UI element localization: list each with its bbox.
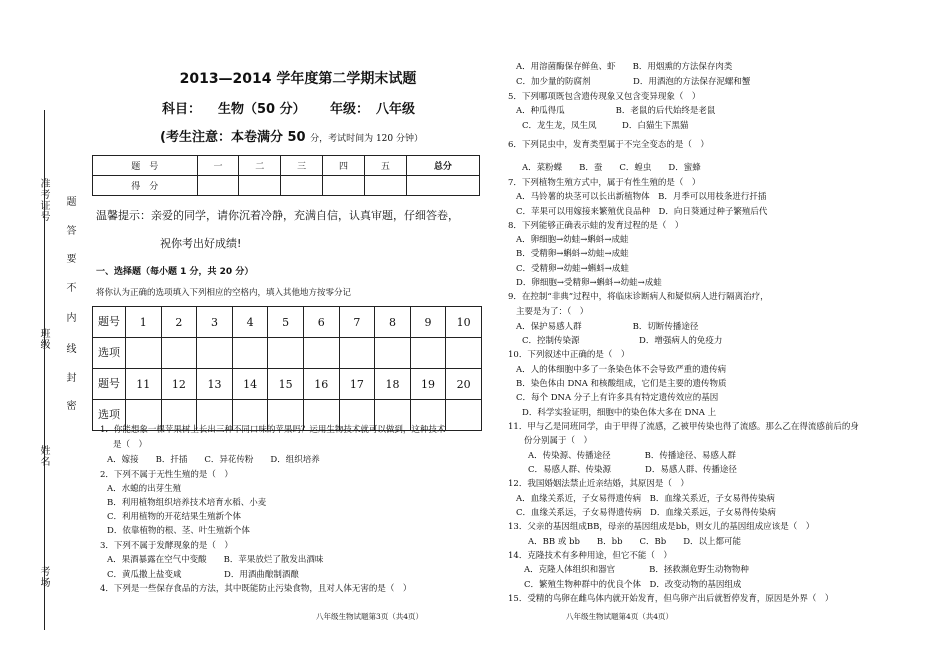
seal-char: 要: [64, 253, 75, 264]
answer-number: 12: [161, 369, 197, 400]
option-line: A．人的体细胞中多了一条染色体不会导致严重的遗传病: [516, 365, 727, 375]
answer-number: 8: [375, 307, 411, 338]
seal-char: 封: [64, 372, 75, 383]
answer-number-row: [93, 307, 482, 338]
grade-label: 年级：: [330, 102, 370, 117]
option-line: C．龙生龙，凤生凤 D．白猫生下黑猫: [522, 121, 689, 131]
section-title: 一、选择题（每小题 1 分，共 20 分）: [96, 267, 254, 277]
option-line: A．BB 或 bb B．bb C．Bb D．以上都可能: [528, 537, 742, 547]
answer-number: 10: [446, 307, 482, 338]
question-line: 11．甲与乙是同班同学，由于甲得了流感，乙被甲传染也得了流感。那么乙在得流感前后的身: [508, 422, 859, 432]
option-line: C．繁殖生物种群中的优良个体 D．改变动物的基因组成: [524, 580, 742, 590]
answer-number: 3: [197, 307, 233, 338]
answer-number: 5: [268, 307, 304, 338]
answer-number: 17: [339, 369, 375, 400]
option-line: C．利用植物的开花结果生殖新个体: [107, 512, 242, 522]
option-line: C．易感人群、传染源 D．易感人群、传播途径: [528, 465, 737, 475]
question-line: 15．受精的鸟卵在雌鸟体内就开始发育，但鸟卵产出后就暂停发育，原因是外界（ ）: [508, 594, 834, 604]
answer-row-label: 选项: [93, 338, 126, 369]
question-line: 10．下列叙述中正确的是（ ）: [508, 350, 630, 360]
score-header-cell: 四: [323, 156, 365, 176]
exam-note-time: 分，考试时间为 120 分钟）: [310, 134, 423, 144]
option-line: A．传染源、传播途径 B．传播途径、易感人群: [528, 451, 736, 461]
score-table: [92, 155, 480, 196]
answer-cell[interactable]: [446, 338, 482, 369]
score-header-cell: 总分: [406, 156, 479, 176]
seal-char: 线: [64, 343, 75, 354]
answer-cell[interactable]: [232, 338, 268, 369]
page-footer-right: 八年级生物试题第4页（共4页）: [566, 612, 674, 621]
answer-table: [92, 306, 482, 431]
answer-number: 15: [268, 369, 304, 400]
score-row-label: 得 分: [93, 176, 198, 196]
subject-value: 生物（50 分）: [218, 102, 306, 117]
option-line: C．控制传染源 D．增强病人的免疫力: [522, 336, 723, 346]
good-luck: 祝你考出好成绩!: [160, 237, 242, 250]
answer-cell[interactable]: [161, 338, 197, 369]
option-line: A．血缘关系近，子女易得遗传病 B．血缘关系近，子女易得传染病: [516, 494, 775, 504]
score-header-cell: 一: [197, 156, 239, 176]
option-line: A．嫁接 B．扦插 C．异花传粉 D．组织培养: [107, 455, 320, 465]
question-line: 9．在控制“非典”过程中，将临床诊断病人和疑似病人进行隔离治疗，: [508, 292, 769, 302]
score-header-cell: 题 号: [93, 156, 198, 176]
answer-number-row: [93, 369, 482, 400]
answer-number: 4: [232, 307, 268, 338]
answer-number: 7: [339, 307, 375, 338]
question-line: 12．我国婚姻法禁止近亲结婚，其原因是（ ）: [508, 479, 689, 489]
seal-char: 答: [64, 225, 75, 236]
option-line: A．马铃薯的块茎可以长出新植物体 B．月季可以用枝条进行扦插: [516, 192, 767, 202]
question-line: 13．父亲的基因组成BB，母亲的基因组成是bb，则女儿的基因组成应该是（ ）: [508, 522, 815, 532]
answer-number: 2: [161, 307, 197, 338]
option-line: A．果酒暴露在空气中变酸 B．苹果放烂了散发出酒味: [107, 555, 324, 565]
question-line: 1．你能想象一棵苹果树上长出三种不同口味的苹果吗？运用生物技术就可以做到，这种技术: [100, 425, 446, 435]
score-cell[interactable]: [323, 176, 365, 196]
option-line: C．苹果可以用嫁接来繁殖优良品种 D．向日葵通过种子繁殖后代: [516, 207, 768, 217]
option-line: C．血缘关系远，子女易得遗传病 D．血缘关系远，子女易得传染病: [516, 508, 776, 518]
option-line: B．受精卵→蝌蚪→幼蛙→成蛙: [516, 249, 629, 259]
answer-cell[interactable]: [268, 338, 304, 369]
option-line: A．水螅的出芽生殖: [107, 484, 182, 494]
exam-note: [160, 126, 423, 145]
option-line: D．科学实验证明，细胞中的染色体大多在 DNA 上: [522, 408, 717, 418]
question-line: 是（ ）: [113, 440, 148, 450]
option-line: A．卵细胞→幼蛙→蝌蚪→成蛙: [516, 235, 629, 245]
answer-cell[interactable]: [410, 338, 446, 369]
score-header-cell: 二: [239, 156, 281, 176]
answer-number: 19: [410, 369, 446, 400]
score-cell[interactable]: [281, 176, 323, 196]
option-line: A．菜粉蝶 B．蚕 C．蝗虫 D．蜜蜂: [522, 163, 701, 173]
option-line: B．染色体由 DNA 和核酸组成，它们是主要的遗传物质: [516, 379, 727, 389]
seal-char: 内: [64, 312, 75, 323]
answer-row-label: 选项: [93, 400, 126, 431]
question-line: 7．下列植物生殖方式中，属于有性生殖的是（ ）: [508, 178, 701, 188]
answer-cell[interactable]: [446, 400, 482, 431]
warm-tip: 温馨提示：亲爱的同学，请你沉着冷静，充满自信，认真审题，仔细答卷，: [96, 209, 459, 222]
answer-cell[interactable]: [126, 338, 162, 369]
answer-number: 14: [232, 369, 268, 400]
side-label-class: 班级: [38, 328, 49, 350]
question-line: 14．克隆技术有多种用途，但它不能（ ）: [508, 551, 672, 561]
option-line: C．受精卵→幼蛙→蝌蚪→成蛙: [516, 264, 629, 274]
question-line: 8．下列能够正确表示蛙的发育过程的是（ ）: [508, 221, 684, 231]
answer-cell[interactable]: [197, 338, 233, 369]
exam-title: 2013—2014 学年度第二学期末试题: [179, 71, 417, 87]
option-line: D．依靠植物的根、茎、叶生殖新个体: [107, 526, 250, 536]
option-line: C．加少量的防腐剂 D．用酒泡的方法保存泥螺和蟹: [516, 77, 751, 87]
option-line: A．种瓜得瓜 B．老鼠的后代始终是老鼠: [516, 106, 716, 116]
side-label-exam-id: 准考证号: [38, 178, 49, 222]
question-line: 3．下列不属于发酵现象的是（ ）: [100, 541, 233, 551]
side-label-room: 考场: [38, 566, 49, 588]
score-cell[interactable]: [406, 176, 479, 196]
subject-label: 科目：: [162, 102, 202, 117]
exam-note-bold: (考生注意：本卷满分 50: [160, 130, 306, 145]
score-header-cell: 五: [364, 156, 406, 176]
answer-number: 11: [126, 369, 162, 400]
answer-number: 9: [410, 307, 446, 338]
section-instruction: 将你认为正确的选项填入下列相应的空格内，填入其他地方按零分记: [96, 288, 352, 298]
score-cell[interactable]: [239, 176, 281, 196]
answer-cell[interactable]: [339, 338, 375, 369]
option-line: A．克隆人体组织和器官 B．拯救濒危野生动物物种: [524, 565, 749, 575]
answer-row-label: 题号: [93, 307, 126, 338]
question-line: 主要是为了：（ ）: [516, 307, 589, 317]
score-header-row: [93, 156, 480, 176]
answer-option-row: [93, 338, 482, 369]
answer-row-label: 题号: [93, 369, 126, 400]
score-value-row: [93, 176, 480, 196]
answer-number: 1: [126, 307, 162, 338]
answer-cell[interactable]: [375, 338, 411, 369]
answer-number: 6: [303, 307, 339, 338]
answer-number: 13: [197, 369, 233, 400]
answer-number: 20: [446, 369, 482, 400]
score-header-cell: 三: [281, 156, 323, 176]
option-line: A．保护易感人群 B．切断传播途径: [516, 322, 699, 332]
question-line: 2．下列不属于无性生殖的是（ ）: [100, 470, 233, 480]
score-cell[interactable]: [364, 176, 406, 196]
option-line: C．每个 DNA 分子上有许多具有特定遗传效应的基因: [516, 393, 719, 403]
score-cell[interactable]: [197, 176, 239, 196]
seal-char: 不: [64, 282, 75, 293]
question-line: 4．下列是一些保存食品的方法，其中既能防止污染食物，且对人体无害的是（ ）: [100, 584, 412, 594]
answer-cell[interactable]: [303, 338, 339, 369]
option-line: B．利用植物组织培养技术培育水稻、小麦: [107, 498, 267, 508]
page-footer-left: 八年级生物试题第3页（共4页）: [316, 612, 424, 621]
option-line: A．用溶菌酶保存鲜鱼、虾 B．用烟熏的方法保存肉类: [516, 62, 733, 72]
answer-number: 18: [375, 369, 411, 400]
question-line: 份分别属于（ ）: [524, 436, 593, 446]
question-line: 6．下列昆虫中，发育类型属于不完全变态的是（ ）: [508, 140, 709, 150]
question-line: 5．下列哪项既包含遗传现象又包含变异现象（ ）: [508, 92, 701, 102]
side-label-name: 姓名: [38, 445, 49, 467]
option-line: D．卵细胞→受精卵→蝌蚪→幼蛙→成蛙: [516, 278, 662, 288]
grade-value: 八年级: [376, 102, 416, 117]
answer-number: 16: [303, 369, 339, 400]
seal-char: 题: [64, 196, 75, 207]
seal-char: 密: [64, 400, 75, 411]
option-line: C．黄瓜撒上盐变咸 D．用酒曲酿制酒酿: [107, 570, 299, 580]
